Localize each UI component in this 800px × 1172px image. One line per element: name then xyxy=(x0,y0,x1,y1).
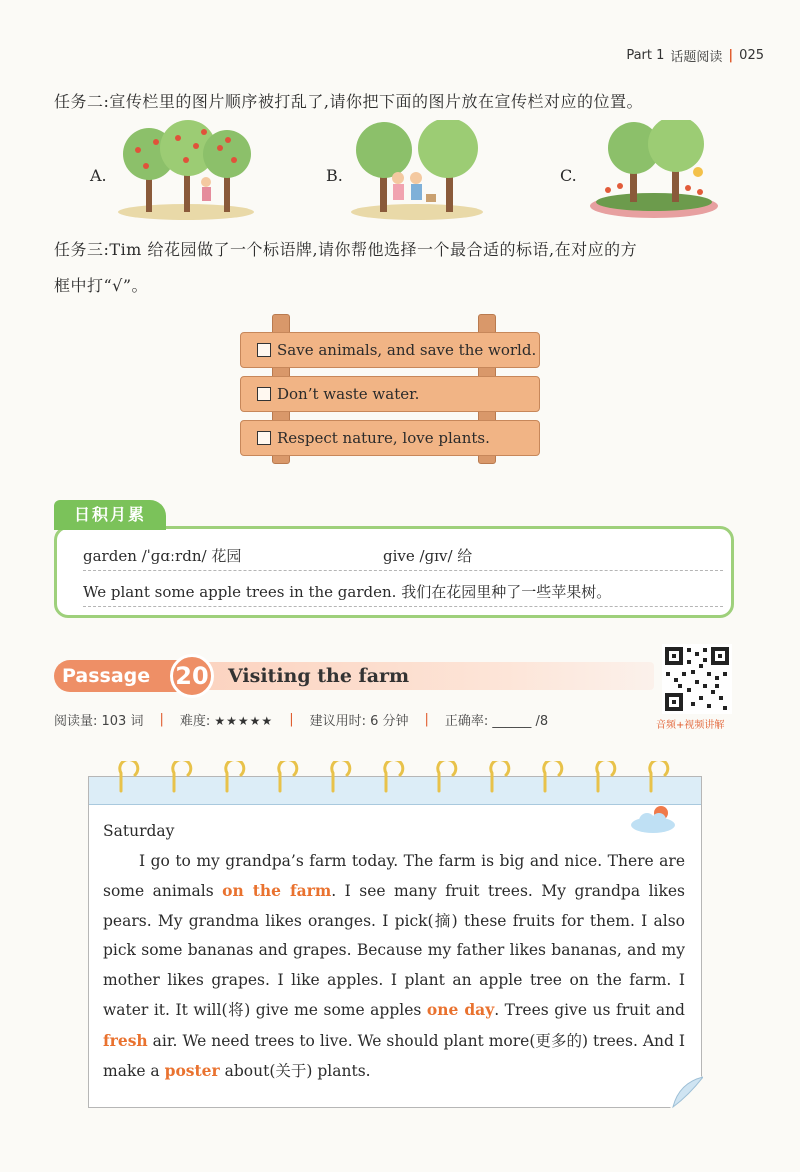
spiral-ring xyxy=(597,761,615,791)
example-sentence: We plant some apple trees in the garden. 我们在花园里种了一些苹果树。 xyxy=(83,577,723,607)
kids-planting-picture-icon xyxy=(350,120,484,220)
vocab-garden: garden /ˈɡɑːrdn/ 花园 xyxy=(83,547,242,565)
passage-text: . I see many fruit trees. My grandpa likes pears. My grandma likes oranges. I pick(摘) these fruits for them. I also pick some bananas and grapes. Because my father likes bananas, and my mother likes grapes. I like apples. I plant an apple tree on the farm. I water it. It will(将) give me some apples xyxy=(103,882,685,1019)
option-b-letter: B. xyxy=(326,166,343,185)
spiral-ring xyxy=(279,761,297,791)
slogan-option-2[interactable] xyxy=(240,376,540,412)
diary-day: Saturday xyxy=(103,822,175,840)
difficulty xyxy=(180,710,273,729)
page-curl-icon xyxy=(669,1075,703,1109)
passage-label: Passage xyxy=(54,660,184,692)
spiral-ring xyxy=(173,761,191,791)
task2-instruction: 任务二:宣传栏里的图片顺序被打乱了,请你把下面的图片放在宣传栏对应的位置。 xyxy=(54,92,643,111)
difficulty-stars-icon: ★★★★★ xyxy=(214,714,274,728)
passage-body xyxy=(103,817,685,1087)
task3-line2: 框中打“√”。 xyxy=(54,276,149,295)
slogan-option-3[interactable] xyxy=(240,420,540,456)
page-number: 025 xyxy=(739,48,764,63)
qr-code-icon[interactable] xyxy=(662,644,732,714)
passage-text: . Trees give us fruit and xyxy=(494,1001,685,1019)
passage-text: I go to my grandpa’s farm today. The farm is big and nice. There are some animals xyxy=(103,851,685,900)
passage-meta xyxy=(54,710,654,729)
vocab-line xyxy=(83,541,723,571)
accumulation-box xyxy=(54,526,734,618)
spiral-ring xyxy=(332,761,350,791)
orchard-picture-icon xyxy=(116,120,256,220)
spiral-ring xyxy=(650,761,668,791)
highlighted-phrase: one day xyxy=(426,1000,495,1019)
passage-paragraph xyxy=(103,847,685,1087)
accuracy: 正确率: ______ /8 xyxy=(444,714,549,729)
accumulation-tab: 日积月累 xyxy=(54,500,166,530)
checkbox-2[interactable] xyxy=(257,387,271,401)
meta-divider: | xyxy=(424,712,429,727)
highlighted-phrase: fresh xyxy=(103,1030,148,1050)
passage-text: about(关于) plants. xyxy=(219,1062,371,1080)
page-header xyxy=(626,46,764,65)
passage-header xyxy=(54,654,654,698)
garden-bed-picture-icon xyxy=(588,120,720,220)
passage-number: 20 xyxy=(170,654,214,698)
word-count: 阅读量: 103 词 xyxy=(54,714,144,729)
spiral-ring xyxy=(385,761,403,791)
highlighted-phrase: poster xyxy=(164,1061,220,1080)
spiral-ring xyxy=(226,761,244,791)
qr-caption: 音频+视频讲解 xyxy=(656,720,725,731)
spiral-ring xyxy=(120,761,138,791)
passage-text: air. We need trees to live. We should plant more(更多的) trees. And I make a xyxy=(103,1031,685,1080)
slogan-text-1: Save animals, and save the world. xyxy=(277,341,537,359)
checkbox-1[interactable] xyxy=(257,343,271,357)
task3-line1: 任务三:Tim 给花园做了一个标语牌,请你帮他选择一个最合适的标语,在对应的方 xyxy=(54,240,638,259)
section-label: 话题阅读 xyxy=(670,50,723,65)
spiral-ring xyxy=(544,761,562,791)
suggested-time: 建议用时: 6 分钟 xyxy=(309,714,409,729)
part-label: Part 1 xyxy=(626,48,665,63)
checkbox-3[interactable] xyxy=(257,431,271,445)
spiral-ring xyxy=(438,761,456,791)
passage-notebook xyxy=(88,776,702,1108)
daily-accumulation xyxy=(54,500,734,618)
task2-pictures xyxy=(90,120,730,230)
slogan-sign xyxy=(238,314,544,464)
vocab-give: give /ɡɪv/ 给 xyxy=(383,547,473,565)
difficulty-label: 难度: xyxy=(179,714,211,729)
slogan-text-3: Respect nature, love plants. xyxy=(277,429,490,447)
spiral-ring xyxy=(491,761,509,791)
meta-divider: | xyxy=(159,712,164,727)
meta-divider: | xyxy=(289,712,294,727)
passage-title: Visiting the farm xyxy=(228,665,410,687)
task3-instruction xyxy=(54,232,754,304)
slogan-text-2: Don’t waste water. xyxy=(277,385,420,403)
option-a-letter: A. xyxy=(90,166,107,185)
header-divider: | xyxy=(728,48,734,63)
option-c-letter: C. xyxy=(560,166,577,185)
highlighted-phrase: on the farm xyxy=(222,881,332,900)
slogan-option-1[interactable] xyxy=(240,332,540,368)
spiral-rings-icon xyxy=(103,761,683,797)
